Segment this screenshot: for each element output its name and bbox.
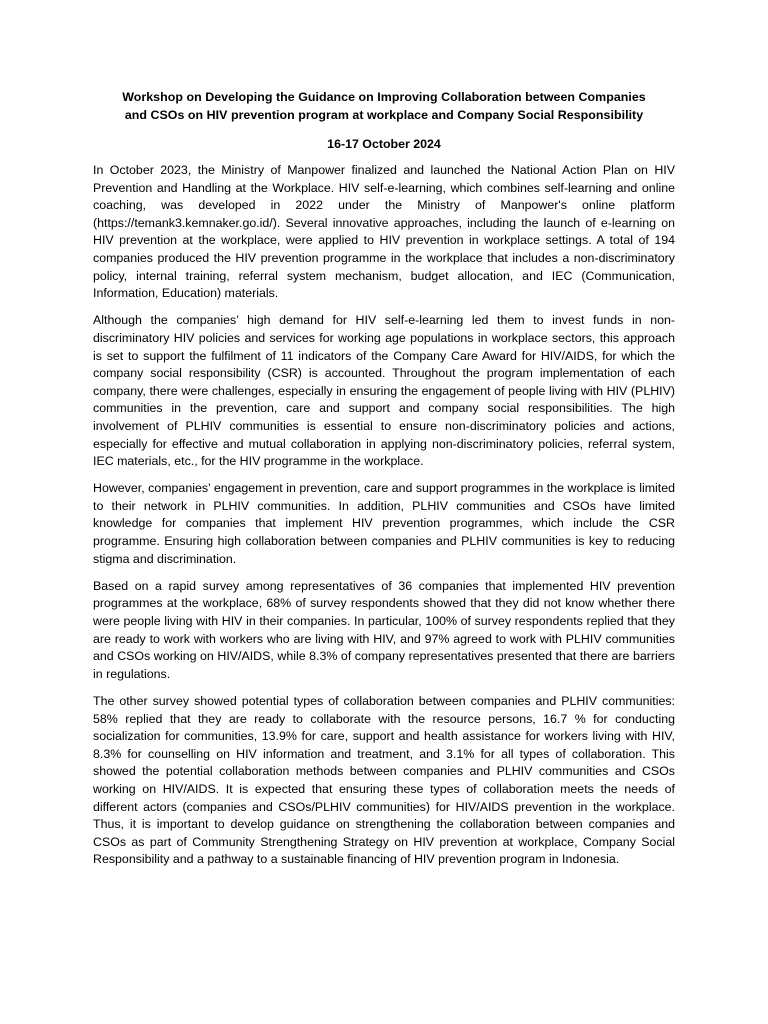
workshop-date: 16-17 October 2024 [327,137,441,151]
title-line-1: Workshop on Developing the Guidance on Improving Collaboration between Companies [122,90,646,104]
document-title [93,88,675,124]
paragraph-5: The other survey showed potential types of collaboration between companies and PLHIV communities: 58% replied that they are ready to collaborate with the resource persons, 16.7 % for conducting socialization for communities, 13.9% for care, support and health assistance for workers living with HIV, 8.3% for counselling on HIV information and treatment, and 3.1% for all types of collaboration. This showed the potential collaboration methods between companies and PLHIV communities and CSOs working on HIV/AIDS. It is expected that ensuring these types of collaboration meets the needs of different actors (companies and CSOs/PLHIV communities) for HIV/AIDS prevention in the workplace. Thus, it is important to develop guidance on strengthening the collaboration between companies and CSOs as part of Community Strengthening Strategy on HIV prevention at workplace, Company Social Responsibility and a pathway to a sustainable financing of HIV prevention program in Indonesia. [93,694,675,867]
paragraph-4: Based on a rapid survey among representatives of 36 companies that implemented HIV prevention programmes at the workplace, 68% of survey respondents showed that they did not know whether there were people living with HIV in their companies. In particular, 100% of survey respondents replied that they are ready to work with workers who are living with HIV, and 97% agreed to work with PLHIV communities and CSOs working on HIV/AIDS, while 8.3% of company representatives presented that there are barriers in regulations. [93,578,675,681]
paragraph-3: However, companies’ engagement in prevention, care and support programmes in the workplace is limited to their network in PLHIV communities. In addition, PLHIV communities and CSOs have limited knowledge for companies that implement HIV prevention programmes, which include the CSR programme. Ensuring high collaboration between companies and PLHIV communities is key to reducing stigma and discrimination. [93,481,675,566]
title-line-2: and CSOs on HIV prevention program at workplace and Company Social Responsibility [124,108,644,122]
paragraph-2: Although the companies’ high demand for HIV self-e-learning led them to invest funds in non-discriminatory HIV policies and services for working age populations in workplace sectors, this approach is set to support the fulfilment of 11 indicators of the Company Care Award for HIV/AIDS, for which the company social responsibility (CSR) is accounted. Throughout the program implementation of each company, there were challenges, especially in ensuring the engagement of people living with HIV (PLHIV) communities in the prevention, care and support and company social responsibilities. The high involvement of PLHIV communities is essential to ensure non-discriminatory policies and actions, especially for effective and mutual collaboration in applying non-discriminatory policies, referral system, IEC materials, etc., for the HIV programme in the workplace. [93,313,675,469]
paragraph-1: In October 2023, the Ministry of Manpower finalized and launched the National Action Plan on HIV Prevention and Handling at the Workplace. HIV self-e-learning, which combines self-learning and online coaching, was developed in 2022 under the Ministry of Manpower's online platform (https://temank3.kemnaker.go.id/). Several innovative approaches, including the launch of e-learning on HIV prevention at the workplace, were applied to HIV prevention in workplace settings. A total of 194 companies produced the HIV prevention programme in the workplace that includes a non-discriminatory policy, internal training, referral system mechanism, budget allocation, and IEC (Communication, Information, Education) materials. [93,163,675,301]
